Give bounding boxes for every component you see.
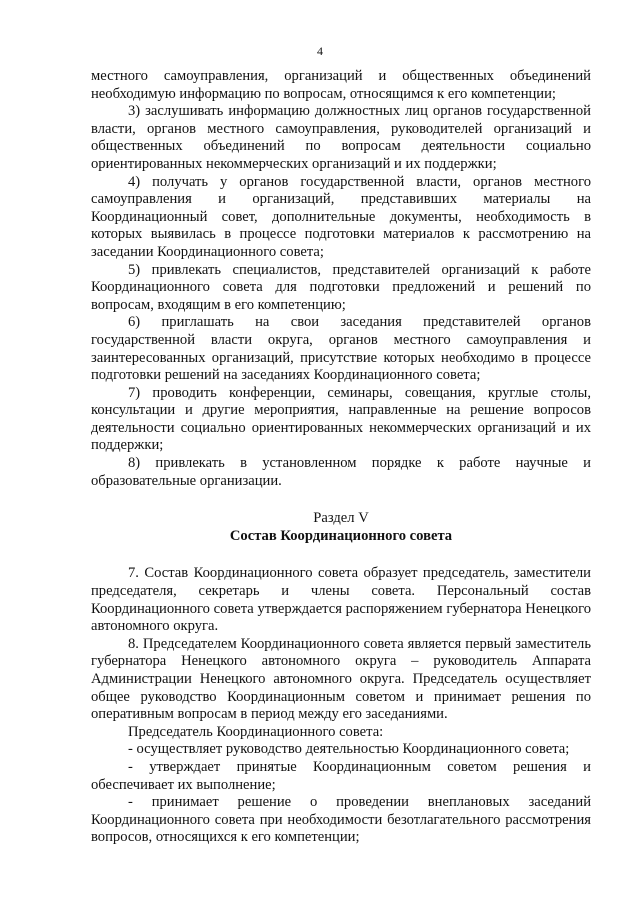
duty-item: - принимает решение о проведении внеплановых заседаний Координационного совета при необходимости безотлагательного рассмотрения вопросов, относящихся к его компетенции; <box>91 794 591 846</box>
list-item-6: 6) приглашать на свои заседания представителей органов государственной власти округа, органов местного самоуправления и заинтересованных организаций, присутствие которых необходимо в процессе подготовки решений на заседаниях Координационного совета; <box>91 314 591 384</box>
section-title: Состав Координационного совета <box>229 527 453 544</box>
chairman-duties-intro: Председатель Координационного совета: <box>128 723 384 740</box>
document-body <box>91 68 591 847</box>
duty-item: - утверждает принятые Координационным советом решения и обеспечивает их выполнение; <box>91 758 591 793</box>
list-item-3: 3) заслушивать информацию должностных лиц органов государственной власти, органов местного самоуправления, руководителей организаций и общественных объединений по вопросам деятельности социально ориентированных некоммерческих организаций и их поддержки; <box>91 103 591 172</box>
list-item-4: 4) получать у органов государственной власти, органов местного самоуправления и организаций, представивших материалы на Координационный совет, дополнительные документы, необходимость в которых выявилась в процессе подготовки материалов к рассмотрению на заседании Координационного совета; <box>91 173 591 260</box>
paragraph-continuation: местного самоуправления, организаций и общественных объединений необходимую информацию по вопросам, относящимся к его компетенции; <box>91 68 591 102</box>
clause-7: 7. Состав Координационного совета образует председатель, заместители председателя, секретарь и члены совета. Персональный состав Координационного совета утверждается распоряжением губернатора Ненецкого автономного округа. <box>91 565 591 635</box>
duty-item: - осуществляет руководство деятельностью Координационного совета; <box>128 741 570 758</box>
list-item-5: 5) привлекать специалистов, представителей организаций к работе Координационного совета для подготовки предложений и решений по вопросам, входящим в его компетенцию; <box>91 261 591 313</box>
page-number: 4 <box>317 44 323 58</box>
section-label: Раздел V <box>313 510 369 527</box>
list-item-8: 8) привлекать в установленном порядке к работе научные и образовательные организации. <box>91 455 591 489</box>
list-item-7: 7) проводить конференции, семинары, совещания, круглые столы, консультации и другие мероприятия, направленные на решение вопросов деятельности социально ориентированных некоммерческих организаций и их поддержки; <box>91 384 591 454</box>
clause-8: 8. Председателем Координационного совета является первый заместитель губернатора Ненецкого автономного округа – руководитель Аппарата Администрации Ненецкого автономного округа. Председатель осуществляет общее руководство Координационным советом и принимает решения по оперативным вопросам в период между его заседаниями. <box>91 635 591 723</box>
